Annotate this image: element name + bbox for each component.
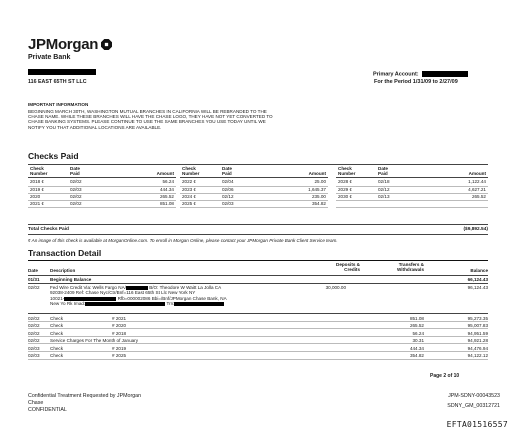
tx-date: 02/03	[28, 353, 40, 359]
footer-left	[28, 393, 141, 414]
check-row	[180, 179, 328, 186]
tx-date: 02/02	[28, 315, 40, 321]
section-rule	[28, 260, 488, 261]
th-paid: Paid	[222, 171, 232, 176]
tx-description: Check	[50, 353, 64, 359]
th-number: Number	[182, 171, 200, 176]
th-date: Date	[222, 166, 232, 171]
check-date: 02/13	[376, 193, 418, 200]
page-number: Page 2 of 10	[430, 373, 460, 379]
th-amount: Amount	[156, 171, 174, 176]
check-row	[336, 193, 488, 200]
transaction-detail-title: Transaction Detail	[28, 248, 102, 258]
check-row	[336, 179, 488, 186]
tx-date: 02/02	[28, 323, 40, 329]
check-number: 2019 ¢	[28, 186, 68, 193]
check-number: 2021 ¢	[28, 200, 68, 207]
th-date: Date	[378, 166, 388, 171]
checks-group-3	[336, 166, 488, 208]
col-deposits: Deposits & Credits	[336, 262, 360, 272]
beginning-balance: 66,124.43	[467, 277, 488, 282]
th-number: Number	[30, 171, 48, 176]
account-holder-address: 116 EAST 65TH ST LLC	[28, 79, 87, 85]
check-row	[28, 179, 176, 186]
transaction-row	[28, 352, 488, 360]
checks-table	[28, 166, 176, 208]
efta-number: EFTA01516557	[446, 420, 508, 429]
wire-balance: 96,124.43	[467, 285, 488, 290]
check-amount: 265.52	[418, 193, 488, 200]
check-number: 2022 ¢	[180, 179, 220, 186]
tx-balance: 95,273.35	[467, 315, 488, 321]
wire-line-2: 92038-2409 Ref: Chase Nyc/Ctr/Bnf=116 East 65th St Llc New York NY	[50, 290, 196, 296]
redacted-account-number	[422, 71, 468, 77]
tx-balance: 94,951.59	[467, 330, 488, 336]
th-check: Check	[182, 166, 196, 171]
th-paid: Paid	[378, 171, 388, 176]
checks-table	[336, 166, 488, 208]
section-rule	[28, 164, 488, 165]
wire-date: 02/02	[28, 285, 40, 290]
checks-group-1	[28, 166, 176, 208]
tx-withdrawal: 56.24	[412, 330, 424, 336]
check-row	[28, 193, 176, 200]
col-withdrawals: Transfers & Withdrawals	[396, 262, 424, 272]
check-row	[28, 186, 176, 193]
check-amount: 1,122.44	[418, 179, 488, 186]
check-number: 2030 ¢	[336, 193, 376, 200]
col-balance: Balance	[470, 268, 488, 273]
checks-table	[180, 166, 328, 208]
tx-withdrawal: 30.31	[412, 338, 424, 344]
tx-check-number: # 2021	[112, 315, 127, 321]
th-amount: Amount	[308, 171, 326, 176]
octagon-logo-icon	[101, 39, 112, 50]
transaction-row	[28, 322, 488, 330]
check-number: 2025 ¢	[180, 200, 220, 207]
checks-group-2	[180, 166, 328, 208]
th-paid: Paid	[70, 171, 80, 176]
check-date: 02/18	[376, 179, 418, 186]
check-date: 02/02	[68, 193, 110, 200]
tx-check-number: # 2020	[112, 323, 127, 329]
check-date: 02/12	[376, 186, 418, 193]
tx-description: Check	[50, 323, 64, 329]
total-checks-amount: ($9,892.54)	[463, 227, 488, 232]
tx-date: 02/02	[28, 330, 40, 336]
transaction-row	[28, 337, 488, 345]
wire-line-1: Fed Wire Credit Via: Wells Fargo NA/ B/O: Theodore W Waitt La Jolla CA	[50, 285, 222, 290]
check-amount: 1,645.37	[262, 186, 328, 193]
footer-right	[447, 393, 500, 410]
tx-date: 02/02	[28, 338, 40, 344]
check-row	[180, 193, 328, 200]
header-rule	[28, 275, 488, 276]
tx-withdrawal: 851.08	[409, 315, 424, 321]
tx-balance: 94,122.12	[467, 353, 488, 359]
check-number: 2029 ¢	[336, 186, 376, 193]
tx-description: Service Charges For The Month of January	[50, 338, 139, 344]
checks-paid-title: Checks Paid	[28, 151, 79, 161]
tx-check-number: # 2018	[112, 330, 127, 336]
check-date: 02/03	[68, 186, 110, 193]
check-date: 02/03	[220, 200, 262, 207]
check-amount: 56.24	[110, 179, 176, 186]
check-date	[376, 200, 418, 207]
tx-balance: 94,921.28	[467, 338, 488, 344]
bates-number-2: SDNY_GM_00312721	[447, 403, 500, 409]
check-date: 02/12	[220, 193, 262, 200]
tx-withdrawal: 265.52	[409, 323, 424, 329]
check-row	[180, 200, 328, 207]
check-number: 2024 ¢	[180, 193, 220, 200]
check-row	[336, 186, 488, 193]
check-date: 02/02	[68, 200, 110, 207]
check-row	[336, 200, 488, 207]
redacted-block	[126, 286, 148, 290]
check-number: 2018 ¢	[28, 179, 68, 186]
check-number: 2020	[28, 193, 68, 200]
bank-logo	[28, 36, 112, 53]
check-date: 02/02	[68, 179, 110, 186]
bank-name: JPMorgan	[28, 36, 99, 53]
row-rule	[28, 283, 488, 284]
confidential-line-2: Chase	[28, 400, 44, 406]
check-amount: 265.52	[110, 193, 176, 200]
wire-line-3: 10021- Rfb=000002086 Bbi=/Bnf/JPMorgan Chase Bank, NA	[50, 295, 227, 301]
check-number: 2023 ¢	[180, 186, 220, 193]
check-amount: 444.34	[110, 186, 176, 193]
bates-number-1: JPM-SDNY-00043523	[448, 393, 500, 399]
check-amount	[418, 200, 488, 207]
redacted-block	[85, 302, 165, 306]
tx-description: Check	[50, 315, 64, 321]
transaction-row	[28, 314, 488, 322]
check-row	[180, 186, 328, 193]
check-amount: 851.08	[110, 200, 176, 207]
col-date: Date	[28, 268, 38, 273]
wire-line-4: New Yo Rk Imad: Trn:	[50, 301, 224, 306]
tx-withdrawal: 354.82	[409, 353, 424, 359]
tx-description: Check	[50, 330, 64, 336]
check-amount: 235.00	[262, 193, 328, 200]
total-rule	[28, 224, 488, 225]
check-amount: 354.82	[262, 200, 328, 207]
redacted-block	[174, 302, 224, 306]
notice-title: IMPORTANT INFORMATION	[28, 102, 89, 107]
th-date: Date	[70, 166, 80, 171]
check-number	[336, 200, 376, 207]
primary-account-label: Primary Account:	[373, 71, 468, 77]
wire-deposit: 30,000.00	[325, 285, 346, 290]
confidential-line-3: CONFIDENTIAL	[28, 407, 67, 413]
total-checks-label: Total Checks Paid	[28, 227, 69, 232]
redacted-block	[64, 297, 116, 301]
tx-check-number: # 2019	[112, 345, 127, 351]
check-image-footnote: ¢ An image of this check is available at MorganOnline.com. To enroll in Morgan Online, please contact your JPMorgan Private Bank Client Service team.	[28, 238, 338, 243]
check-amount: 25.00	[262, 179, 328, 186]
redacted-block	[28, 69, 96, 75]
col-description: Description	[50, 268, 76, 273]
transaction-row	[28, 329, 488, 337]
statement-period: For the Period 1/31/09 to 2/27/09	[374, 79, 458, 85]
tx-date: 02/03	[28, 345, 40, 351]
tx-withdrawal: 444.34	[409, 345, 424, 351]
check-amount: 4,627.21	[418, 186, 488, 193]
check-date: 02/04	[220, 179, 262, 186]
transaction-rows	[28, 314, 488, 360]
check-number: 2028 ¢	[336, 179, 376, 186]
beginning-description: Beginning Balance	[50, 277, 92, 282]
check-row	[28, 200, 176, 207]
tx-balance: 95,007.83	[467, 323, 488, 329]
confidential-line-1: Confidential Treatment Requested by JPMorgan	[28, 393, 142, 399]
total-rule-bottom	[28, 234, 488, 235]
beginning-date: 01/31	[28, 277, 40, 282]
notice-body: BEGINNING MARCH 30TH, WASHINGTON MUTUAL BRANCHES IN CALIFORNIA WILL BE REBRANDED TO THE CHASE NAME. WHILE THESE BRANCHES WILL HAVE THE CHASE LOGO, THEY HAVE NOT YET CONVERTED TO CHASE BANKING SYSTEMS. PLEASE CONTINUE TO USE THE SAME BRANCHES YOU USE TODAY UNTIL WE NOTIFY YOU THAT ADDITIONAL LOCATIONS ARE AVAILABLE.	[28, 109, 273, 130]
transaction-header	[28, 262, 488, 275]
transaction-row	[28, 344, 488, 352]
th-check: Check	[338, 166, 352, 171]
tx-description: Check	[50, 345, 64, 351]
tx-check-number: # 2025	[112, 353, 127, 359]
tx-balance: 94,476.94	[467, 345, 488, 351]
th-amount: Amount	[468, 171, 486, 176]
th-number: Number	[338, 171, 356, 176]
th-check: Check	[30, 166, 44, 171]
sub-brand: Private Bank	[28, 54, 71, 61]
wire-transaction-row	[28, 285, 488, 313]
check-date: 02/06	[220, 186, 262, 193]
